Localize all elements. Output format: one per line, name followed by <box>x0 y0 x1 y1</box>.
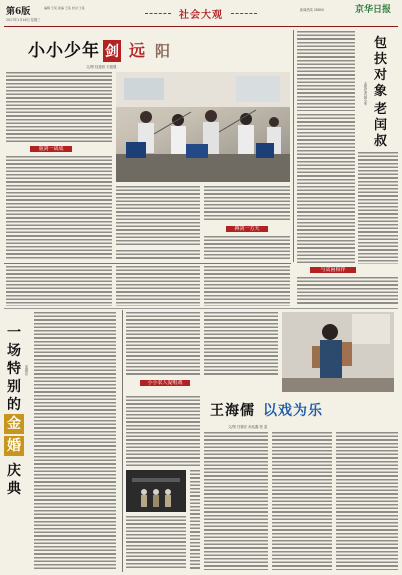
title-char-6: 闰 <box>374 118 388 133</box>
main-story-text-col3 <box>116 186 200 246</box>
title-char-1: 包 <box>374 36 388 51</box>
paper-logo: 京华日报 <box>355 5 392 15</box>
opera-subhead: 小小农人爱唱戏 <box>140 380 190 386</box>
opera-title-b: 以戏为乐 <box>263 403 323 419</box>
mid-text-col3 <box>204 266 290 306</box>
section-banner <box>145 5 257 23</box>
mid-text-col1 <box>6 266 112 306</box>
opera-text-col4 <box>190 470 200 570</box>
right-story-text-col1 <box>297 31 355 111</box>
opera-text-col6 <box>204 432 268 570</box>
subhead-1: 重剑一战成 <box>30 146 72 152</box>
opera-text-col2 <box>204 312 278 376</box>
title-char-7: 叔 <box>374 134 388 149</box>
title-part-c: 阳 <box>155 42 171 60</box>
golden-wedding-byline: 宋德臣 <box>24 365 28 376</box>
opera-stage-photo <box>126 470 186 512</box>
mid-text-col4 <box>297 277 398 306</box>
gw-char-gold-1: 金 <box>4 414 24 434</box>
subhead-2: 搏剑一方天 <box>226 226 268 232</box>
main-story-text-col1 <box>6 72 112 142</box>
main-story-byline: 文/图 桂道营 宇振强 <box>86 65 117 69</box>
title-char-5: 老 <box>374 102 388 117</box>
opera-title-a: 王海儒 <box>210 403 255 419</box>
gw-char-1: 一 <box>7 325 21 341</box>
opera-text-col7 <box>272 432 332 570</box>
opera-text-col1 <box>126 312 200 376</box>
opera-text-col8 <box>336 432 398 570</box>
masthead <box>0 0 402 34</box>
golden-wedding-title <box>4 322 30 522</box>
fencing-class-photo <box>116 72 290 182</box>
right-subhead-visible: 与贫困相伴 <box>310 267 356 273</box>
gw-char-2: 场 <box>7 343 21 359</box>
title-part-b: 远 <box>129 41 146 60</box>
opera-byline: 文/图 吕锦宏 孙兆鑫 张 富 <box>228 425 268 429</box>
stage-photo-figures <box>126 470 186 512</box>
gw-char-9: 典 <box>7 481 21 497</box>
date-line: 2017年1月18日 星期三 <box>6 18 41 22</box>
main-story-text-col2 <box>6 156 112 259</box>
right-story-text-col2 <box>297 114 355 264</box>
opera-performer-photo <box>282 312 394 392</box>
page-number: 第6版 <box>6 7 31 17</box>
gw-char-gold-2: 婚 <box>4 436 24 456</box>
section-title: 社会大观 <box>179 10 223 21</box>
opera-text-col3 <box>126 396 200 466</box>
gw-char-3: 特 <box>7 361 21 377</box>
photo-figures <box>116 72 290 182</box>
right-story-text-col3 <box>358 152 398 264</box>
right-story-title <box>360 32 398 148</box>
gw-char-8: 庆 <box>7 463 21 479</box>
editors-line: 编辑 王某 美编 王某 校对 王某 <box>44 6 85 10</box>
title-char-3: 对 <box>374 68 388 83</box>
right-story-byline: 本报记者 顾小军 <box>363 82 367 106</box>
main-story-text-col6 <box>116 250 200 260</box>
main-story-title <box>28 36 228 61</box>
title-char-2: 扶 <box>374 52 388 67</box>
gw-text-col1 <box>34 312 116 570</box>
hotline: 新闻热线 28800 <box>300 8 324 12</box>
mid-text-col2 <box>116 266 200 306</box>
main-story-text-col5 <box>204 236 290 260</box>
title-accent: 剑 <box>103 40 121 62</box>
title-part-a: 小小少年 <box>28 41 100 61</box>
gw-char-5: 的 <box>7 397 21 413</box>
gw-char-4: 别 <box>7 379 21 395</box>
title-char-4: 象 <box>374 84 388 99</box>
opera-photo-figures <box>282 312 394 392</box>
opera-text-col5 <box>126 516 186 570</box>
opera-title <box>210 400 400 422</box>
main-story-text-col4 <box>204 186 290 222</box>
